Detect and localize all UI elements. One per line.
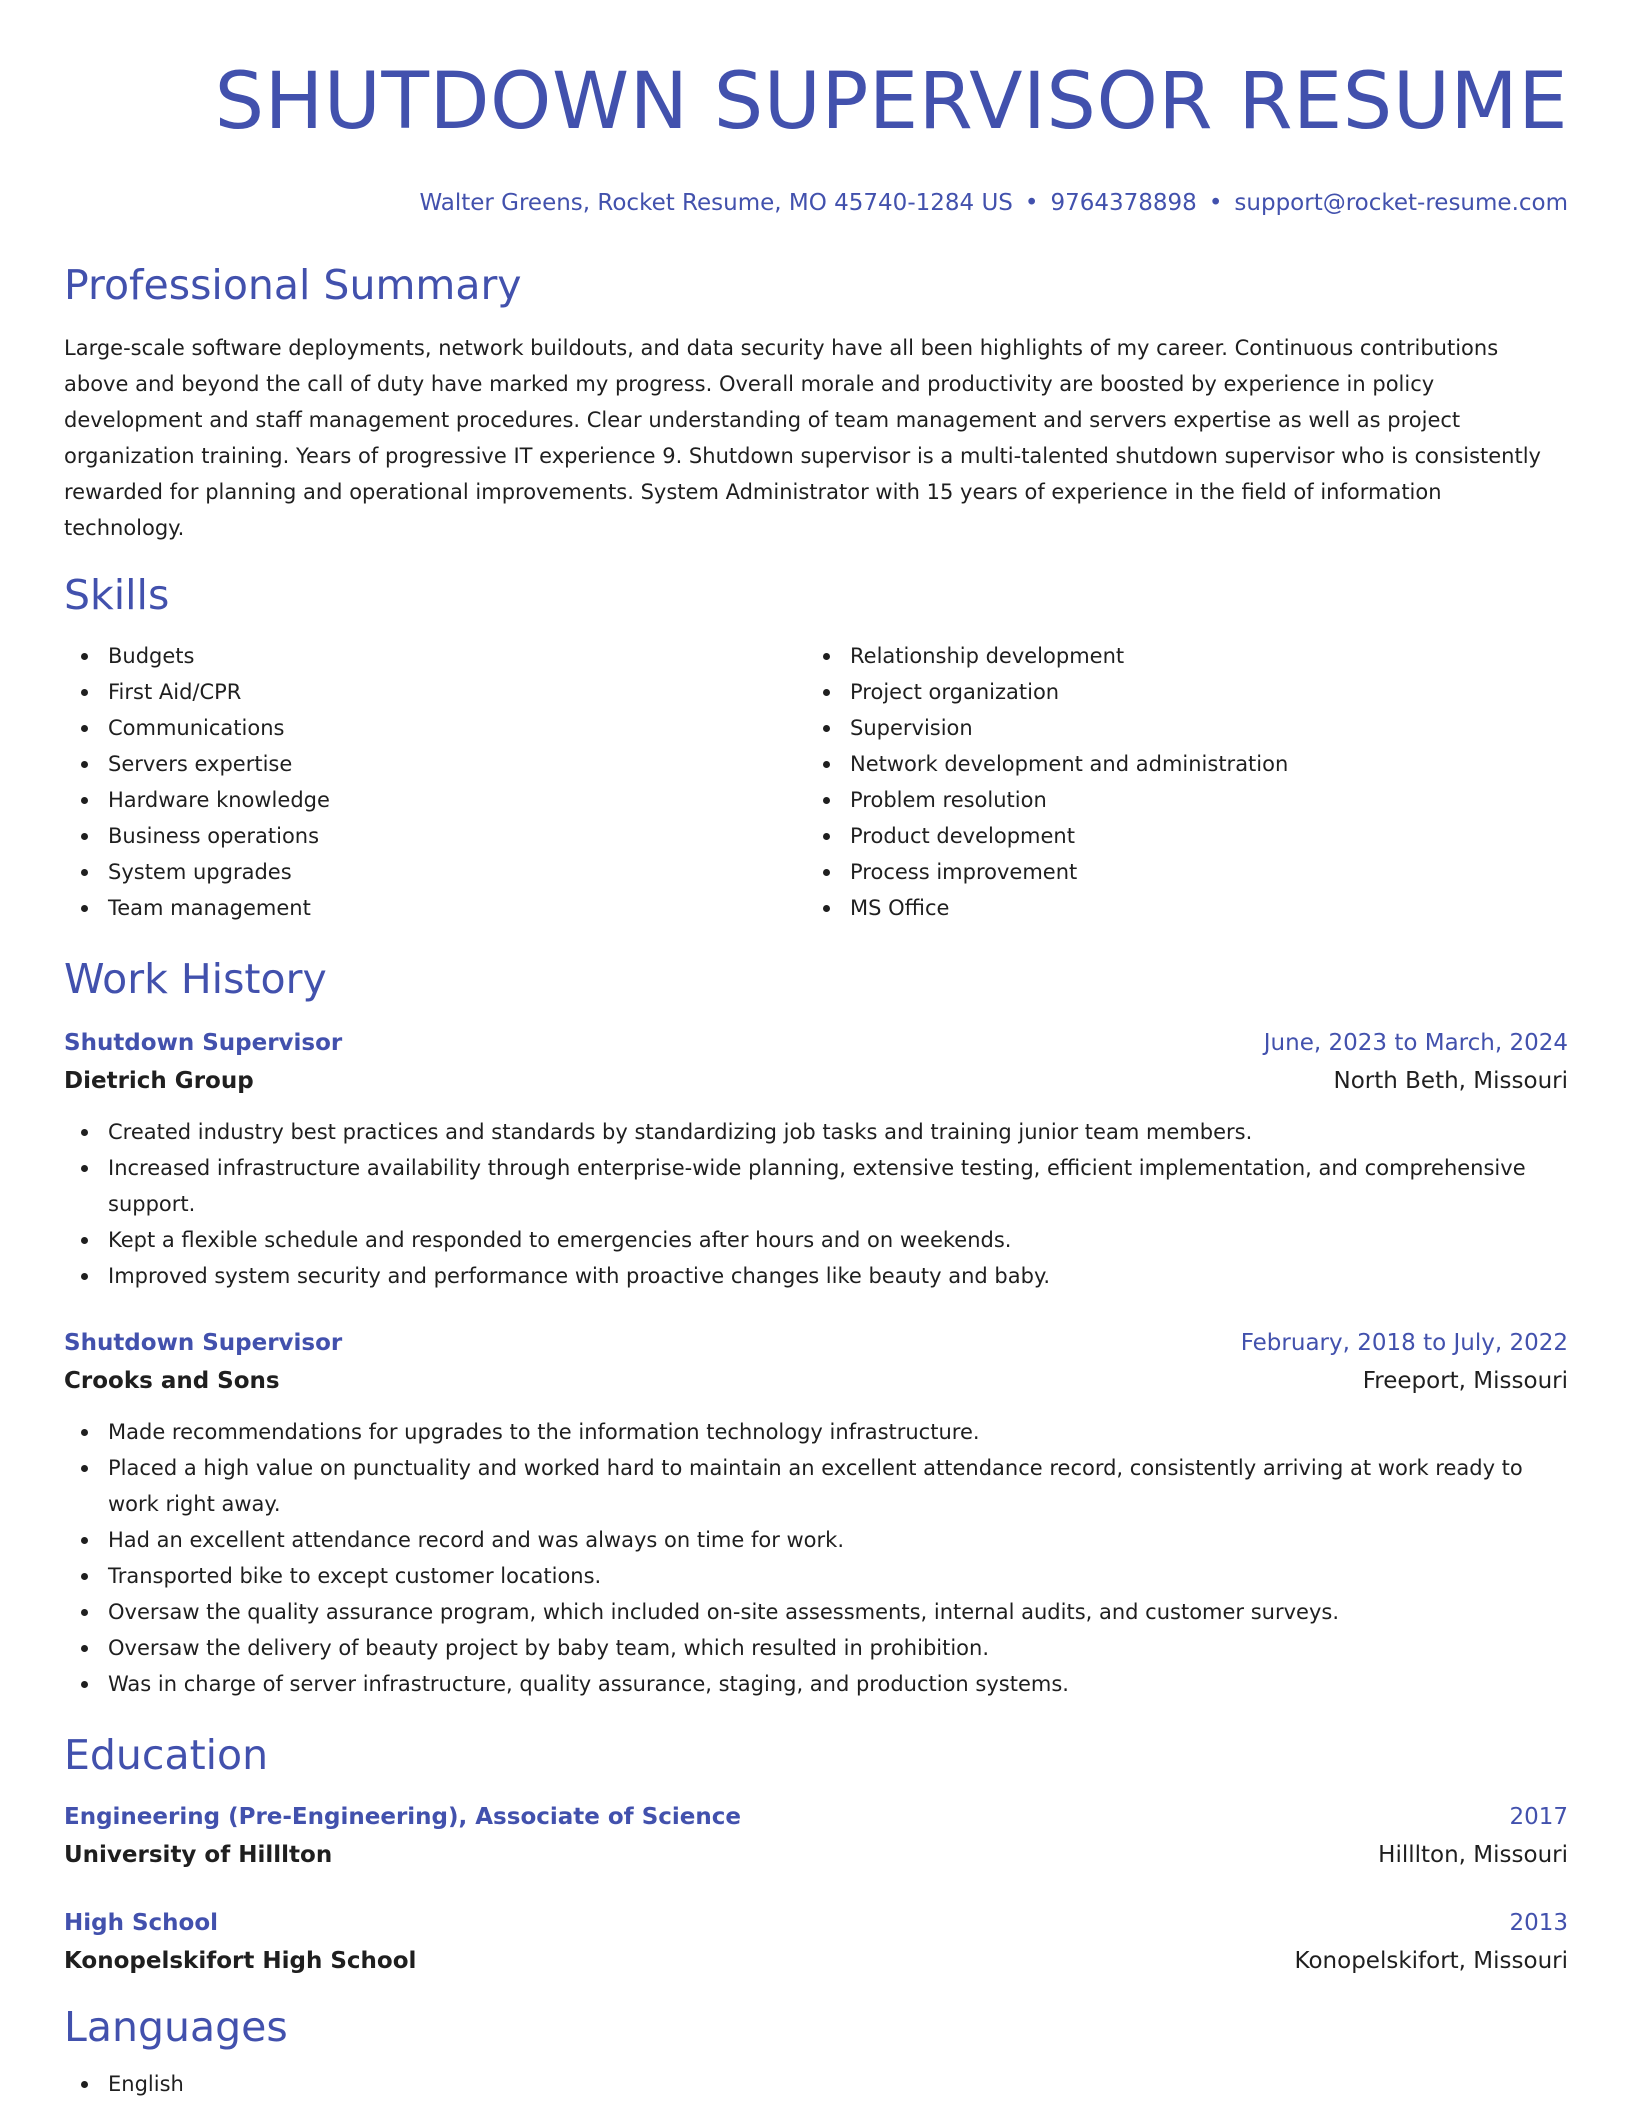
education-entry <box>64 1904 1568 1980</box>
job-bullet: Placed a high value on punctuality and worked hard to maintain an excellent attendance record, consistently arriving at work ready to work right away. <box>64 1450 1568 1522</box>
job-location: Freeport, Missouri <box>1362 1368 1568 1394</box>
job-dates: February, 2018 to July, 2022 <box>1240 1330 1568 1356</box>
contact-phone: 9764378898 <box>1050 190 1197 216</box>
job-bullet: Oversaw the quality assurance program, which included on-site assessments, internal audits, and customer surveys. <box>64 1594 1568 1630</box>
job-bullet: Kept a flexible schedule and responded to emergencies after hours and on weekends. <box>64 1222 1568 1258</box>
job-bullet: Transported bike to except customer locations. <box>64 1558 1568 1594</box>
skill-item: Project organization <box>806 674 1288 710</box>
education-location: Konopelskifort, Missouri <box>1294 1948 1568 1974</box>
job-entry <box>64 1324 1568 1702</box>
resume-title: SHUTDOWN SUPERVISOR RESUME <box>214 57 1568 147</box>
skills-right-column <box>806 638 1288 926</box>
skill-item: Product development <box>806 818 1288 854</box>
contact-address: Walter Greens, Rocket Resume, MO 45740-1284 US <box>419 190 1013 216</box>
education-school-row <box>64 1836 1568 1874</box>
skill-item: Team management <box>64 890 806 926</box>
skill-item: Hardware knowledge <box>64 782 806 818</box>
summary-section <box>64 260 1568 546</box>
job-bullets <box>64 1414 1568 1702</box>
job-title: Shutdown Supervisor <box>64 1030 343 1056</box>
skill-item: Servers expertise <box>64 746 806 782</box>
job-header-row <box>64 1024 1568 1062</box>
skills-section <box>64 570 1568 926</box>
language-item: English <box>64 2066 1568 2102</box>
job-location: North Beth, Missouri <box>1333 1068 1568 1094</box>
summary-text: Large-scale software deployments, network buildouts, and data security have all been highlights of my career. Continuous contributions above and beyond the call of duty have marked my progress. Overall morale and productivity are boosted by experience in policy development and staff management procedures. Clear understanding of team management and servers expertise as well as project organization training. Years of progressive IT experience 9. Shutdown supervisor is a multi-talented shutdown supervisor who is consistently rewarded for planning and operational improvements. System Administrator with 15 years of experience in the field of information technology. <box>64 336 1541 540</box>
education-header-row <box>64 1904 1568 1942</box>
education-degree: High School <box>64 1910 219 1936</box>
education-entry <box>64 1798 1568 1874</box>
skill-item: Relationship development <box>806 638 1288 674</box>
job-company-row <box>64 1362 1568 1400</box>
skill-item: Supervision <box>806 710 1288 746</box>
skills-left-column <box>64 638 806 926</box>
skill-item: Communications <box>64 710 806 746</box>
job-bullet: Improved system security and performance with proactive changes like beauty and baby. <box>64 1258 1568 1294</box>
skill-item: Process improvement <box>806 854 1288 890</box>
education-school: Konopelskifort High School <box>64 1948 417 1974</box>
languages-list <box>64 2066 1568 2102</box>
skills-heading: Skills <box>64 571 170 619</box>
skill-item: MS Office <box>806 890 1288 926</box>
job-company: Dietrich Group <box>64 1068 254 1094</box>
skill-item: Network development and administration <box>806 746 1288 782</box>
summary-heading: Professional Summary <box>64 261 522 309</box>
education-degree: Engineering (Pre-Engineering), Associate of Science <box>64 1804 741 1830</box>
job-bullet: Was in charge of server infrastructure, quality assurance, staging, and production systems. <box>64 1666 1568 1702</box>
skill-item: Budgets <box>64 638 806 674</box>
job-bullet: Created industry best practices and standards by standardizing job tasks and training junior team members. <box>64 1114 1568 1150</box>
job-entry <box>64 1024 1568 1294</box>
skill-item: First Aid/CPR <box>64 674 806 710</box>
skill-item: System upgrades <box>64 854 806 890</box>
job-bullet: Oversaw the delivery of beauty project by baby team, which resulted in prohibition. <box>64 1630 1568 1666</box>
education-location: Hilllton, Missouri <box>1378 1842 1568 1868</box>
job-title: Shutdown Supervisor <box>64 1330 343 1356</box>
work-history-section <box>64 954 1568 1702</box>
contact-email: support@rocket-resume.com <box>1234 190 1568 216</box>
contact-line <box>64 188 1568 218</box>
job-bullet: Had an excellent attendance record and was always on time for work. <box>64 1522 1568 1558</box>
job-dates: June, 2023 to March, 2024 <box>1263 1030 1568 1056</box>
education-heading: Education <box>64 1731 269 1779</box>
education-school: University of Hilllton <box>64 1842 333 1868</box>
skills-columns <box>64 638 1568 926</box>
contact-separator: • <box>1208 190 1223 216</box>
education-year: 2013 <box>1509 1910 1568 1936</box>
languages-section <box>64 2002 1568 2102</box>
skill-item: Business operations <box>64 818 806 854</box>
work-history-heading: Work History <box>64 955 327 1003</box>
contact-separator: • <box>1024 190 1039 216</box>
job-company: Crooks and Sons <box>64 1368 280 1394</box>
job-bullet: Made recommendations for upgrades to the information technology infrastructure. <box>64 1414 1568 1450</box>
job-bullet: Increased infrastructure availability through enterprise-wide planning, extensive testing, efficient implementation, and comprehensive support. <box>64 1150 1568 1222</box>
education-section <box>64 1730 1568 1980</box>
job-company-row <box>64 1062 1568 1100</box>
job-bullets <box>64 1114 1568 1294</box>
education-year: 2017 <box>1509 1804 1568 1830</box>
languages-heading: Languages <box>64 2003 288 2051</box>
education-header-row <box>64 1798 1568 1836</box>
job-header-row <box>64 1324 1568 1362</box>
skill-item: Problem resolution <box>806 782 1288 818</box>
education-school-row <box>64 1942 1568 1980</box>
